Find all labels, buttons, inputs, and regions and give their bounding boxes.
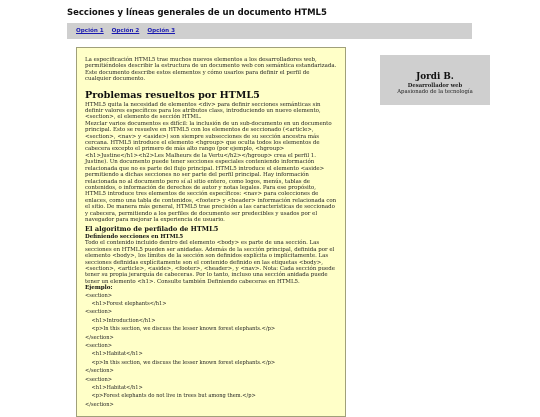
author-tagline: Apasionado de la tecnología [397,89,473,96]
nav-link-opcion-3[interactable]: Opción 3 [147,28,176,34]
nav-link-opcion-2[interactable]: Opción 2 [111,28,140,34]
paragraph-defining: Todo el contenido incluido dentro del elemento <body> es parte de una sección. Las secciones en HTML5 pueden ser anidadas. Además de la sección principal, definida por el elemento <body>, los límites de la sección son definidos explícita o implícitamente. Las secciones definidas explícitamente son el contenido definido en las etiquetas <body>, <section>, <article>, <aside>, <footer>, <header>, y <nav>. Nota: Cada sección puede tener su propia jerarquía de cabeceras. Por lo tanto, incluso una sección anidada puede tener un elemento <h1>. Consulte también Definiendo cabeceras en HTML5. [85,240,335,285]
main-content [76,47,346,417]
top-nav [67,23,472,39]
example-label: Ejemplo: [85,285,113,292]
paragraph-mixing: Mezclar varios documentos es difícil: la inclusión de un sub-documento en un documento principal. Esto se resuelve en HTML5 con los elementos de seccionado (<article>, <section>, <nav> y <aside>) son siempre subsecciones de su sección ancestra más cercana. HTML5 introduce el elemento <hgroup> que oculta todos los elementos de cabecera excepto el primero de más alto rango (por ejemplo, <hgroup><h1>Justine</h1><h2>Les Malheurs de la Vertu</h2></hgroup> crea el perfil 1. Justine). Un documento puede tener secciones especiales conteniendo información relacionada que no es parte del flujo principal. HTML5 introduce el elemento <aside> permitiendo a dichas secciones no ser parte del perfil principal. Hay información relacionada no al documento pero sí al sitio entero, como logos, menús, tablas de contenidos, o información de derechos de autor y notas legales. Para ese propósito, HTML5 introduce tres elementos de sección específicos: <nav> para colecciones de enlaces, como una tabla de contenidos, <footer> y <header> información relacionada con el sitio. De manera más general, HTML5 trae precisión a las características de seccionado y cabecera, permitiendo a los perfiles de documento ser predecibles y usados por el navegador para mejorar la experiencia de usuario. [85,120,337,223]
nav-link-opcion-1[interactable]: Opción 1 [76,28,104,34]
author-profile-box [380,55,490,105]
section-heading-problems: Problemas resueltos por HTML5 [85,89,260,101]
author-role: Desarrollador web [407,83,463,89]
intro-text: La especificación HTML5 trae muchos nuevos elementos a los desarrolladores web, permitiéndoles describir la estructura de un documento web con semántica estandarizada. Este documento describe estos elementos y cómo usarlos para definir el perfil de cualquier documento. [85,57,337,83]
author-name: Jordi B. [416,72,454,82]
section-heading-algorithm: El algoritmo de perfilado de HTML5 [85,225,219,234]
page-title: Secciones y líneas generales de un documento HTML5 [67,8,327,18]
paragraph-sections: HTML5 quita la necesidad de elementos <div> para definir secciones semánticas sin definir valores específicos para los atributos class, introduciendo un nuevo elemento, <section>, el elemento de sección HTML. [85,101,321,121]
code-example: <section> <h1>Forest elephants</h1> <section> <h1>Introduction</h1> <p>In this section, we discuss the lesser known forest elephants.</p> </section> <section> <h1>Habitat</h1> <p>In this section, we discuss the lesser known forest elephants.</p> </section> <section> <h1>Habitat</h1> <p>Forest elephants do not live in trees but among them.</p> </section> [85,292,276,408]
subsection-heading-defining: Definiendo secciones en HTML5 [85,233,184,240]
